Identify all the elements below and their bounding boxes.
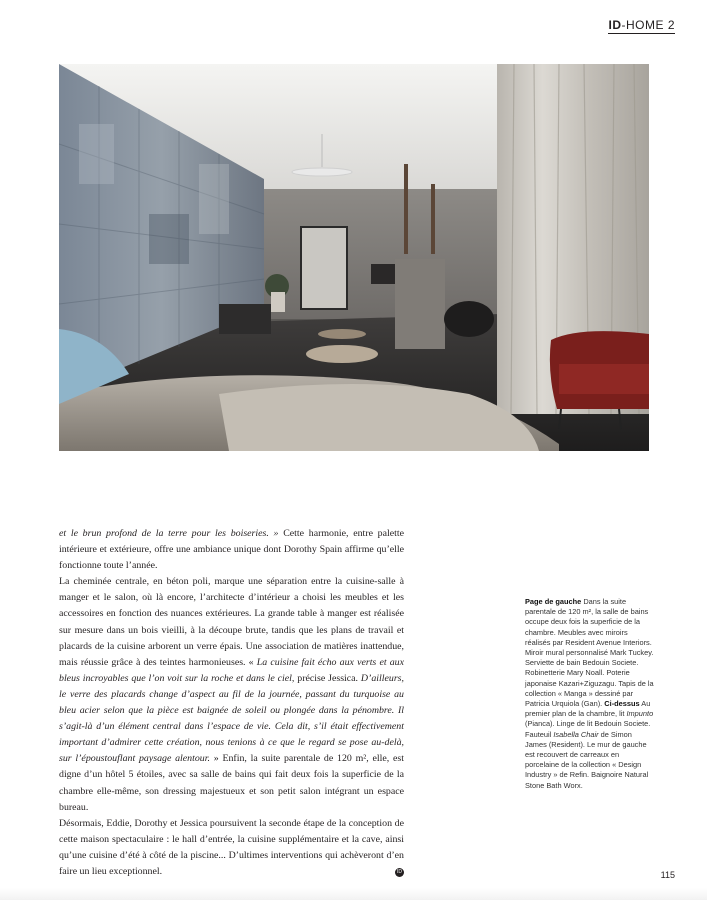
section-label: -HOME 2 [621,18,675,32]
article-body [59,526,404,880]
bedroom-photo [59,64,649,451]
caption-label-left-page: Page de gauche [525,597,582,606]
end-of-article-icon: ID [397,868,402,875]
article-paragraph-1: et le brun profond de la terre pour les boiseries. » Cette harmonie, entre palette intérieure et extérieure, offre une ambiance unique dont Dorothy Spain affirme qu’elle fonctionne toute l’année. [59,528,404,572]
caption-label-above: Ci-dessus [604,699,640,709]
article-paragraph-3: Désormais, Eddie, Dorothy et Jessica poursuivent la seconde étape de la conception de cette maison spectaculaire : le hall d’entrée, la cuisine supplémentaire et la cave, ainsi qu’une cuisine d’été à côté de la piscine... D’ultimes interventions qui achèveront d’en faire un lieu exceptionnel. ID [59,817,404,877]
quote-text: D’ailleurs, le verre des placards change d’aspect au fil de la journée, passant du turquoise au bleu acier selon que la pièce est baignée de soleil ou plongée dans la pénombre. Il s’agit-là d’un élément central dans l’espace de vie. Cela dit, s’il était effectivement important d’admirer cette création, nous tenions à ce que le regard se pose au-delà, sur l’époustouflant paysage alentour. [59,672,404,765]
page-number: 115 [660,870,675,880]
article-paragraph-2: La cheminée centrale, en béton poli, marque une séparation entre la cuisine-salle à manger et le salon, où là encore, l’architecte d’intérieur a choisi les meubles et les accessoires en fonction des nuances extérieures. La grande table à manger est réalisée sur mesure dans un bois vieilli, à la découpe brute, tandis que les plans de travail et placards de la cuisine arborent un verre épais. Une association de matières inattendue, mais réussie grâce à des teintes harmonieuses. « La cuisine fait écho aux verts et aux bleus incroyables que l’on voit sur la roche et dans le ciel, précise Jessica. D’ailleurs, le verre des placards change d’aspect au fil de la journée, passant du turquoise au bleu acier selon que la pièce est baignée de soleil ou plongée dans la pénombre. Il s’agit-là d’un élément central dans l’espace de vie. Cela dit, s’il était effectivement important d’admirer cette création, nous tenions à ce que le regard se pose au-delà, sur l’époustouflant paysage alentour. » Enfin, la suite parentale de 120 m², elle, est digne d’un hôtel 5 étoiles, avec sa salle de bains qui fait deux fois la superficie de la chambre elle-même, son dressing majestueux et son petit salon intégrant un espace bureau. [59,576,404,813]
page-edge-shadow [0,888,707,900]
magazine-section-header [608,18,675,34]
brand-label: ID [608,18,622,32]
quote-text: et le brun profond de la terre pour les boiseries. » [59,528,279,539]
quote-text: La cuisine fait écho aux verts et aux bleus incroyables que l’on voit sur la roche et dans le ciel, [59,656,404,684]
photo-caption: Page de gauche Dans la suite parentale de 120 m², la salle de bains occupe deux fois la superficie de la chambre. Meubles avec miroirs réalisés par Resident Avenue Interiors. Miroir mural personnalisé Mark Tuckey. Serviette de bain Bedouin Societe. Robinetterie Mary Noall. Poterie japonaise Kazari+Ziguzagu. Tapis de la collection « Manga » dessiné par Patricia Urquiola (Gan). Ci-dessus Au premier plan de la chambre, lit Impunto (Pianca). Linge de lit Bedouin Societe. Fauteuil Isabella Chair de Simon James (Resident). Le mur de gauche est recouvert de carreaux en porcelaine de la collection « Design Industry » de Refin. Baignoire Natural Stone Bath Worx. [525,597,654,790]
